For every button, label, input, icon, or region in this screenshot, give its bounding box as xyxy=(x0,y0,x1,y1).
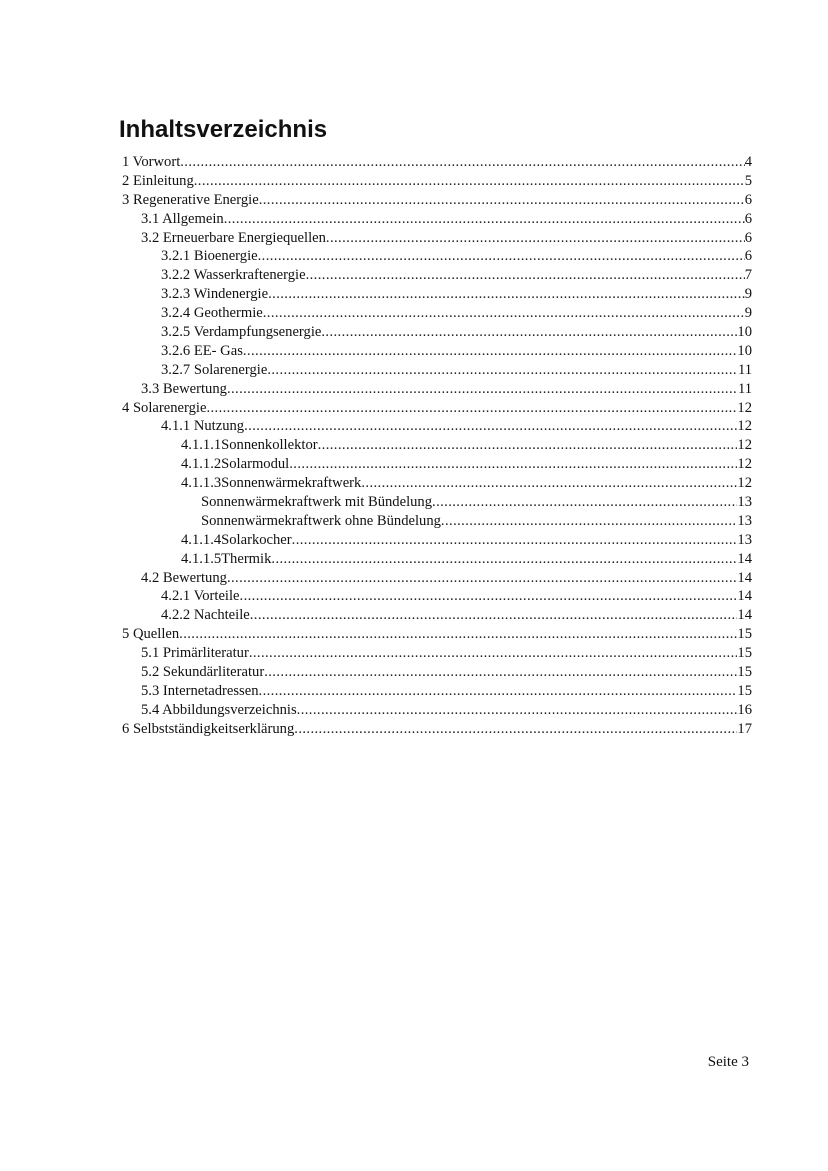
toc-entry-title: 4.1.1.4Solarkocher xyxy=(181,531,292,548)
toc-dot-leader xyxy=(194,172,745,191)
toc-dot-leader xyxy=(267,361,738,380)
toc-dot-leader xyxy=(264,663,737,682)
toc-dot-leader xyxy=(259,682,738,701)
toc-entry-title: 5.4 Abbildungsverzeichnis xyxy=(141,701,297,718)
toc-entry-page: 10 xyxy=(737,324,752,341)
toc-dot-leader xyxy=(179,625,737,644)
toc-entry-page: 17 xyxy=(737,720,752,737)
page-title: Inhaltsverzeichnis xyxy=(119,116,328,143)
toc-entry[interactable] xyxy=(122,550,752,569)
toc-entry-title: 3.2.4 Geothermie xyxy=(161,305,263,322)
toc-dot-leader xyxy=(227,569,737,588)
toc-entry-page: 7 xyxy=(744,267,752,284)
toc-entry-title: 3.2.6 EE- Gas xyxy=(161,342,243,359)
toc-entry-page: 14 xyxy=(737,607,752,624)
toc-entry-title: 4.1.1.3Sonnenwärmekraftwerk xyxy=(181,475,362,492)
toc-entry[interactable] xyxy=(122,229,752,248)
toc-entry-title: 3.3 Bewertung xyxy=(141,380,227,397)
toc-dot-leader xyxy=(243,342,738,361)
toc-entry[interactable] xyxy=(122,210,752,229)
toc-entry[interactable] xyxy=(122,304,752,323)
toc-entry[interactable] xyxy=(122,266,752,285)
toc-entry-title: 5.3 Internetadressen xyxy=(141,682,259,699)
toc-entry-page: 4 xyxy=(744,154,752,170)
toc-dot-leader xyxy=(326,229,745,248)
toc-entry-page: 9 xyxy=(744,305,752,322)
toc-entry-page: 12 xyxy=(737,475,752,492)
toc-dot-leader xyxy=(224,210,745,229)
toc-entry[interactable] xyxy=(122,493,752,512)
toc-entry-page: 12 xyxy=(737,399,752,416)
toc-dot-leader xyxy=(268,285,745,304)
toc-dot-leader xyxy=(259,191,745,210)
toc-entry[interactable] xyxy=(122,285,752,304)
toc-entry[interactable] xyxy=(122,436,752,455)
toc-entry[interactable] xyxy=(122,606,752,625)
toc-entry[interactable] xyxy=(122,682,752,701)
toc-entry-title: 5.1 Primärliteratur xyxy=(141,645,249,662)
toc-entry-page: 11 xyxy=(737,380,752,397)
table-of-contents xyxy=(122,153,752,739)
toc-entry-title: 4.1.1.5Thermik xyxy=(181,550,272,567)
toc-entry-page: 12 xyxy=(737,437,752,454)
toc-entry-page: 5 xyxy=(744,172,752,189)
toc-dot-leader xyxy=(289,455,737,474)
toc-entry-title: 3.1 Allgemein xyxy=(141,210,224,227)
toc-entry[interactable] xyxy=(122,380,752,399)
toc-entry-page: 15 xyxy=(737,645,752,662)
toc-entry[interactable] xyxy=(122,569,752,588)
toc-entry-title: Sonnenwärmekraftwerk mit Bündelung xyxy=(201,494,433,511)
toc-entry-page: 15 xyxy=(737,682,752,699)
toc-entry-title: 3.2.1 Bioenergie xyxy=(161,248,258,265)
toc-entry[interactable] xyxy=(122,663,752,682)
toc-entry-page: 14 xyxy=(737,569,752,586)
toc-entry-title: 2 Einleitung xyxy=(122,172,194,189)
toc-entry-title: 3.2.2 Wasserkraftenergie xyxy=(161,267,306,284)
toc-entry-page: 14 xyxy=(737,550,752,567)
toc-entry-title: 3.2 Erneuerbare Energiequellen xyxy=(141,229,326,246)
toc-entry-title: 3 Regenerative Energie xyxy=(122,191,259,208)
toc-dot-leader xyxy=(227,380,738,399)
toc-entry[interactable] xyxy=(122,625,752,644)
toc-dot-leader xyxy=(249,644,738,663)
toc-dot-leader xyxy=(271,550,737,569)
toc-entry[interactable] xyxy=(122,531,752,550)
toc-dot-leader xyxy=(321,323,737,342)
toc-dot-leader xyxy=(297,701,738,720)
toc-entry-page: 6 xyxy=(744,248,752,265)
toc-entry-page: 10 xyxy=(737,342,752,359)
toc-entry-title: 1 Vorwort xyxy=(122,154,181,170)
toc-entry-title: 4.2 Bewertung xyxy=(141,569,227,586)
toc-entry[interactable] xyxy=(122,191,752,210)
toc-entry[interactable] xyxy=(122,701,752,720)
toc-entry-page: 15 xyxy=(737,626,752,643)
toc-entry[interactable] xyxy=(122,455,752,474)
toc-entry[interactable] xyxy=(122,512,752,531)
toc-entry[interactable] xyxy=(122,720,752,739)
toc-dot-leader xyxy=(292,531,738,550)
toc-entry[interactable] xyxy=(122,417,752,436)
toc-entry-title: 3.2.3 Windenergie xyxy=(161,286,269,303)
toc-dot-leader xyxy=(244,417,737,436)
toc-entry-title: 3.2.7 Solarenergie xyxy=(161,361,268,378)
toc-entry[interactable] xyxy=(122,474,752,493)
toc-entry-page: 14 xyxy=(737,588,752,605)
toc-entry-page: 12 xyxy=(737,456,752,473)
toc-entry[interactable] xyxy=(122,399,752,418)
toc-dot-leader xyxy=(258,247,745,266)
toc-dot-leader xyxy=(432,493,737,512)
toc-entry-page: 15 xyxy=(737,664,752,681)
toc-entry-page: 12 xyxy=(737,418,752,435)
toc-entry-page: 13 xyxy=(737,531,752,548)
toc-entry[interactable] xyxy=(122,342,752,361)
toc-entry-title: 5 Quellen xyxy=(122,626,180,643)
toc-dot-leader xyxy=(263,304,745,323)
toc-dot-leader xyxy=(180,153,744,172)
toc-dot-leader xyxy=(441,512,737,531)
toc-entry-title: 4.2.1 Vorteile xyxy=(161,588,240,605)
toc-entry-title: 4.1.1.2Solarmodul xyxy=(181,456,290,473)
toc-entry[interactable] xyxy=(122,361,752,380)
toc-entry-title: 4 Solarenergie xyxy=(122,399,207,416)
toc-entry-title: 4.1.1.1Sonnenkollektor xyxy=(181,437,318,454)
toc-entry-page: 9 xyxy=(744,286,752,303)
toc-entry-title: 4.1.1 Nutzung xyxy=(161,418,245,435)
toc-entry-title: 4.2.2 Nachteile xyxy=(161,607,250,624)
toc-entry-title: 3.2.5 Verdampfungsenergie xyxy=(161,324,322,341)
toc-entry-page: 6 xyxy=(744,191,752,208)
toc-entry[interactable] xyxy=(122,644,752,663)
toc-entry-page: 16 xyxy=(737,701,752,718)
toc-entry-page: 6 xyxy=(744,229,752,246)
toc-entry[interactable] xyxy=(122,323,752,342)
toc-dot-leader xyxy=(306,266,745,285)
page-number: Seite 3 xyxy=(707,1054,749,1070)
toc-dot-leader xyxy=(361,474,737,493)
toc-entry-title: 6 Selbstständigkeitserklärung xyxy=(122,720,295,737)
toc-dot-leader xyxy=(206,399,737,418)
toc-dot-leader xyxy=(250,606,738,625)
toc-dot-leader xyxy=(318,436,738,455)
toc-entry[interactable] xyxy=(122,587,752,606)
toc-entry[interactable] xyxy=(122,153,752,172)
toc-entry-page: 13 xyxy=(737,512,752,529)
toc-entry-page: 6 xyxy=(744,210,752,227)
toc-entry-page: 13 xyxy=(737,494,752,511)
toc-entry-page: 11 xyxy=(737,361,752,378)
toc-entry[interactable] xyxy=(122,172,752,191)
toc-entry-title: Sonnenwärmekraftwerk ohne Bündelung xyxy=(201,512,441,529)
toc-entry-title: 5.2 Sekundärliteratur xyxy=(141,664,265,681)
toc-entry[interactable] xyxy=(122,247,752,266)
toc-dot-leader xyxy=(240,587,738,606)
toc-dot-leader xyxy=(294,720,737,739)
